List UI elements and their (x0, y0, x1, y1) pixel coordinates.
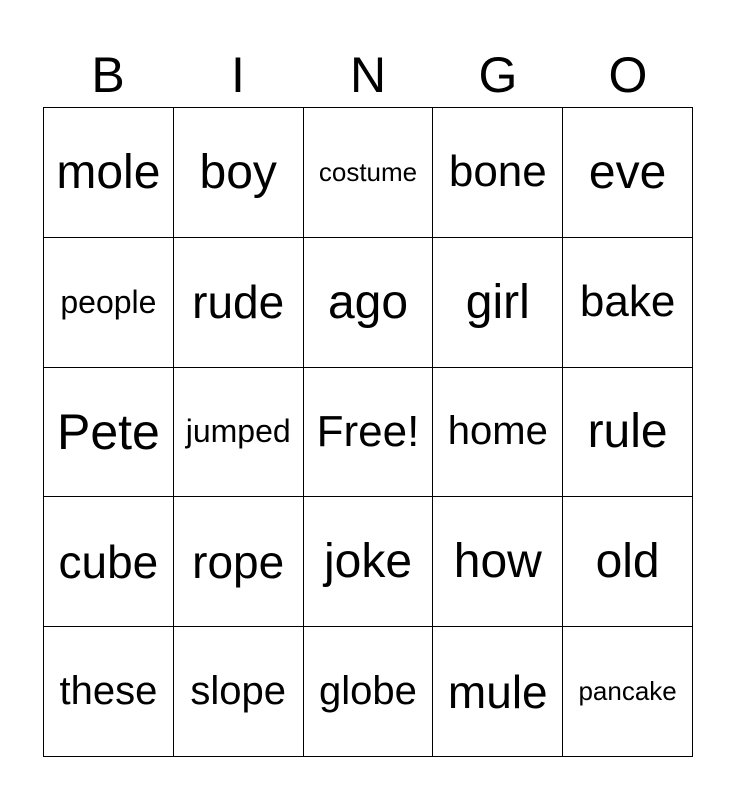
bingo-cell[interactable]: Pete (44, 368, 174, 498)
bingo-cell[interactable]: bone (433, 108, 563, 238)
bingo-cell[interactable]: rope (174, 497, 304, 627)
bingo-cell[interactable]: jumped (174, 368, 304, 498)
bingo-cell[interactable]: bake (563, 238, 693, 368)
bingo-cell[interactable]: boy (174, 108, 304, 238)
bingo-header (43, 44, 693, 106)
bingo-cell[interactable]: home (433, 368, 563, 498)
header-letter-n: N (349, 47, 387, 103)
bingo-cell[interactable]: costume (304, 108, 434, 238)
bingo-cell[interactable]: cube (44, 497, 174, 627)
bingo-cell[interactable]: how (433, 497, 563, 627)
bingo-cell[interactable]: joke (304, 497, 434, 627)
header-letter-o: O (608, 47, 648, 103)
bingo-cell[interactable]: eve (563, 108, 693, 238)
bingo-cell-free[interactable]: Free! (304, 368, 434, 498)
bingo-card-grid (43, 107, 693, 757)
bingo-cell[interactable]: old (563, 497, 693, 627)
bingo-cell[interactable]: slope (174, 627, 304, 757)
bingo-cell[interactable]: pancake (563, 627, 693, 757)
bingo-cell[interactable]: mule (433, 627, 563, 757)
bingo-cell[interactable]: globe (304, 627, 434, 757)
bingo-cell[interactable]: these (44, 627, 174, 757)
bingo-cell[interactable]: mole (44, 108, 174, 238)
bingo-cell[interactable]: rule (563, 368, 693, 498)
header-letter-i: I (231, 47, 245, 103)
bingo-cell[interactable]: ago (304, 238, 434, 368)
header-letter-b: B (91, 47, 125, 103)
bingo-cell[interactable]: girl (433, 238, 563, 368)
header-letter-g: G (478, 47, 518, 103)
bingo-cell[interactable]: people (44, 238, 174, 368)
bingo-cell[interactable]: rude (174, 238, 304, 368)
